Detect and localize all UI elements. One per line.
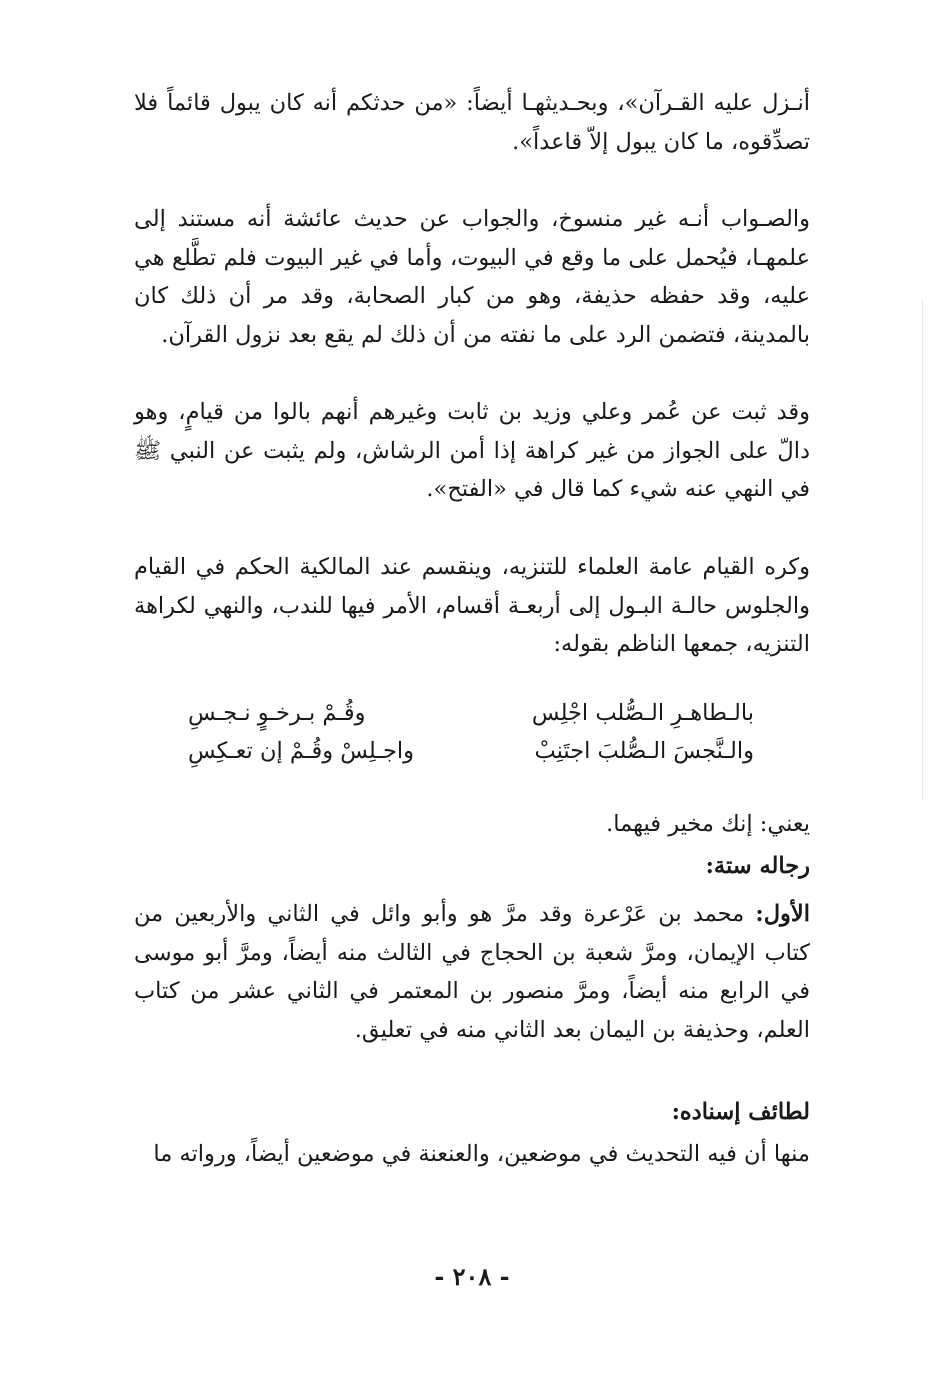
isnad-heading: لطائف إسناده: [671,1099,810,1125]
paragraph-companions-standing: وقد ثبت عن عُمر وعلي وزيد بن ثابت وغيرهم أنهم بالوا من قيامٍ، وهو دالّ على الجواز من غير كراهة إذا أمن الرشاش، ولم يثبت عن النبي ﷺ في النهي عنه شيء كما قال في «الفتح». [134,399,810,502]
first-narrator-label: الأول: [755,901,810,927]
verse-line-1-first-hemistich: بالـطاهـرِ الـصُّلب اجْلِس [531,700,754,726]
paragraph-quran-hadith: أنـزل عليه القـرآن»، وبحـديثهـا أيضاً: «من حدثكم أنه كان يبول قائماً فلا تصدِّقوه، ما كان يبول إلاّ قاعداً». [134,90,810,155]
paragraph-maliki-ruling: وكره القيام عامة العلماء للتنزيه، وينقسم عند المالكية الحكم في القيام والجلوس حالـة البـول إلى أربعـة أقسام، الأمر فيها للندب، والنهي لكراهة التنزيه، جمعها الناظم بقوله: [134,554,810,657]
paragraph-first-narrator [134,895,810,1049]
margin-rule [922,300,923,800]
verse-line-2-first-hemistich: والـنَّجسَ الـصُّلبَ اجتَنِبْ [534,738,754,764]
verse-line-1-second-hemistich: وقُـمْ بـرخـوٍ نـجـسِ [188,700,366,726]
paragraph-isnad-subtleties: منها أن فيه التحديث في موضعين، والعنعنة في موضعين أيضاً، ورواته ما [153,1141,810,1167]
verse-line-2-second-hemistich: واجـلِسْ وقُـمْ إن تعـكِسِ [188,738,414,764]
paragraph-correct-view: والصـواب أنـه غير منسوخ، والجواب عن حديث عائشة أنه مستند إلى علمهـا، فيُحمل على ما وقع في البيوت، وأما في غير البيوت فلم تطَّلع هي عليه، وقد حفظه حذيفة، وهو من كبار الصحابة، وقد مر أن ذلك كان بالمدينة، فتضمن الرد على ما نفته من أن ذلك لم يقع بعد نزول القرآن. [134,206,810,348]
verse-line-2 [188,732,754,770]
narrators-heading: رجاله ستة: [705,853,810,879]
poem-verse [188,694,754,770]
verse-line-1 [188,694,754,732]
verse-meaning: يعني: إنك مخير فيهما. [606,811,810,837]
page-number: - ٢٠٨ - [434,1262,510,1291]
first-narrator-text: محمد بن عَرْعرة وقد مرَّ هو وأبو وائل في الثاني والأربعين من كتاب الإيمان، ومرَّ شعبة بن الحجاج في الثالث منه أيضاً، ومرَّ أبو موسى في الرابع منه أيضاً، ومرَّ منصور بن المعتمر في الثاني عشر من كتاب العلم، وحذيفة بن اليمان بعد الثاني منه في تعليق. [134,901,810,1043]
